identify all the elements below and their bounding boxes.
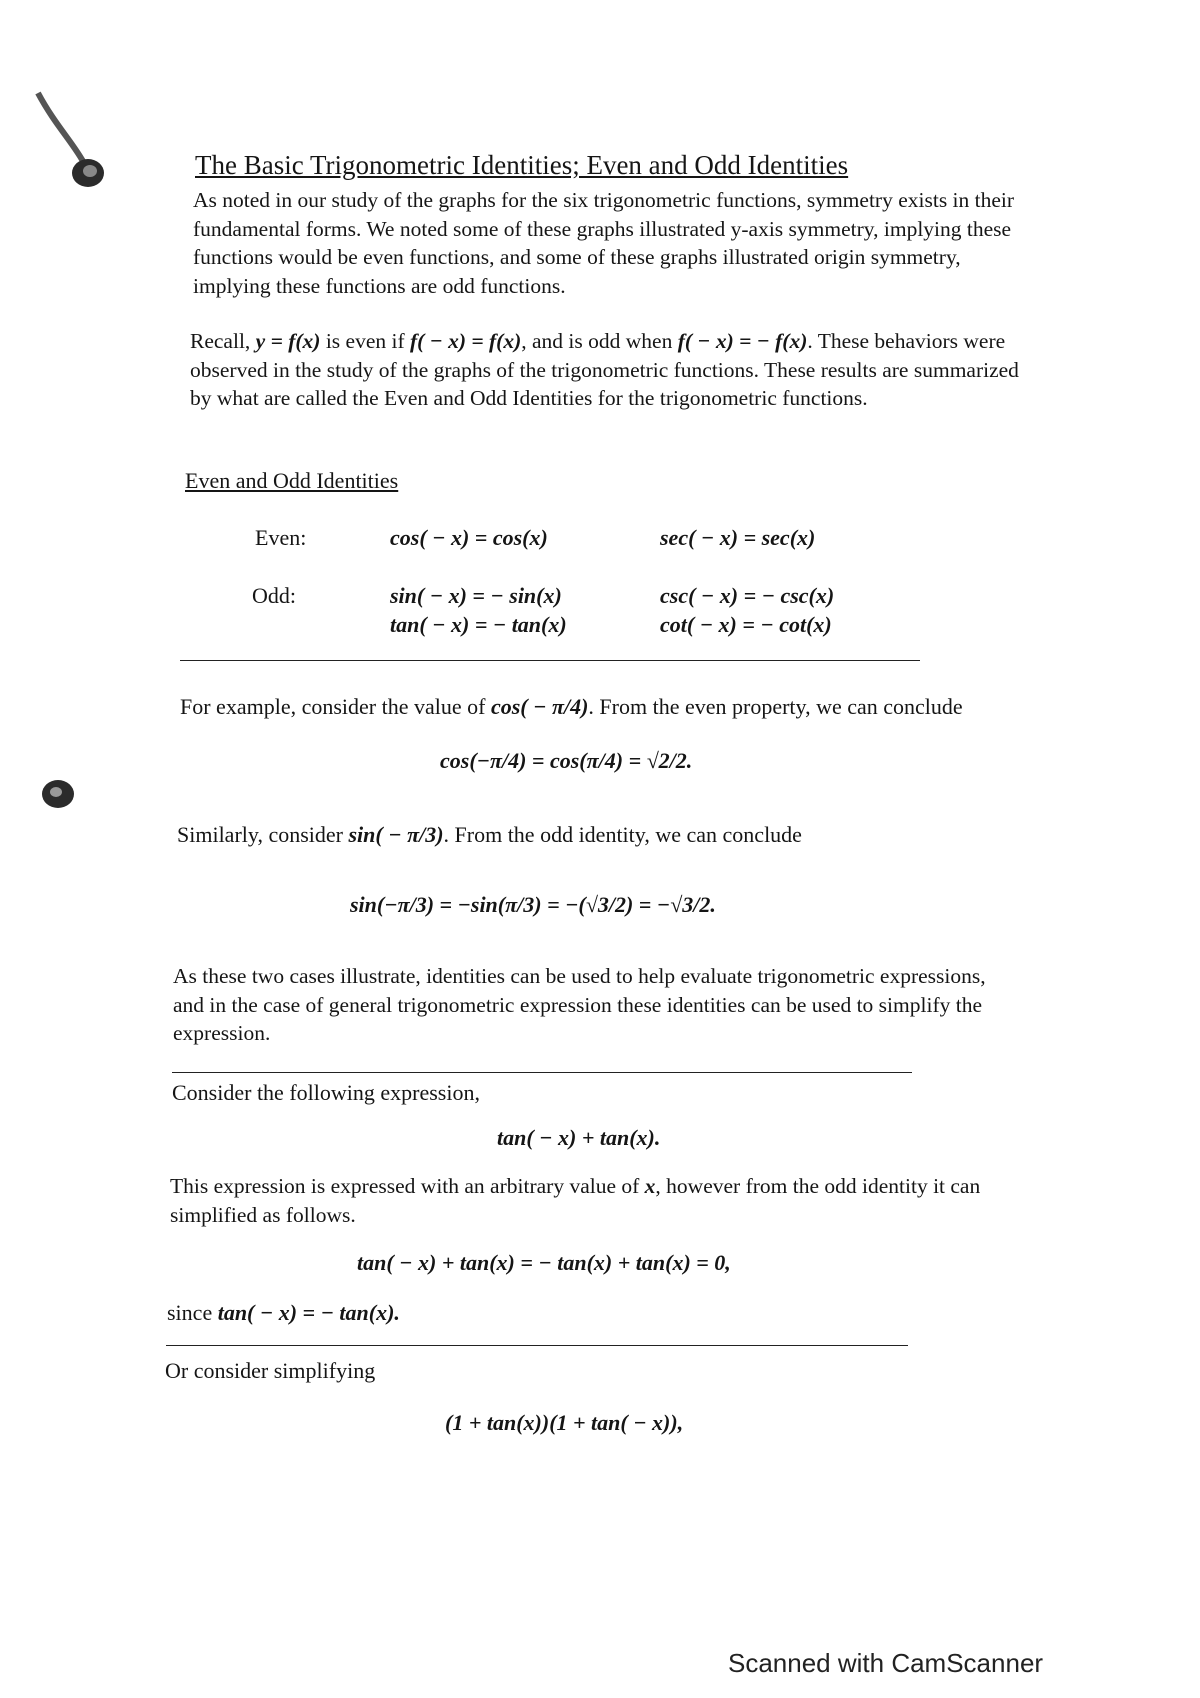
even-label: Even: — [255, 525, 307, 550]
scanner-watermark: Scanned with CamScanner — [728, 1648, 1044, 1678]
example3-text-2: , however from the odd identity it can simplified as follows. — [170, 1174, 981, 1227]
binder-ring-top-icon — [30, 85, 110, 195]
example1-display — [440, 748, 692, 774]
example4-intro: Or consider simplifying — [165, 1358, 376, 1383]
example4-expression: (1 + tan(x))(1 + tan( − x)), — [445, 1410, 684, 1435]
example2-math: sin( − π/3) — [348, 822, 444, 847]
even-identity-sec: sec( − x) = sec(x) — [660, 525, 816, 550]
example2-display — [350, 892, 716, 918]
intro-paragraph: As noted in our study of the graphs for the six trigonometric functions, symmetry exists in their fundamental forms. We noted some of these graphs illustrated y-axis symmetry, implying these functions would be even functions, and some of these graphs illustrated origin symmetry, implying these functions are odd functions. — [193, 188, 1015, 298]
recall-text-1: Recall, — [190, 329, 256, 353]
example3-since-math: tan( − x) = − tan(x). — [217, 1300, 400, 1325]
odd-identity-tan: tan( − x) = − tan(x) — [390, 612, 567, 637]
example3-expression: tan( − x) + tan(x). — [497, 1125, 661, 1150]
example1-display-eq: cos(−π/4) = cos(π/4) = √2/2. — [440, 748, 693, 773]
example3-paragraph — [170, 1172, 1010, 1229]
example2-text-2: . From the odd identity, we can conclude — [443, 822, 802, 847]
example3-math: x — [644, 1174, 656, 1198]
recall-paragraph — [190, 327, 1020, 413]
divider-2 — [172, 1072, 912, 1073]
recall-math-2: f( − x) = f(x) — [410, 329, 522, 353]
example3-since-text: since — [167, 1300, 218, 1325]
binder-ring-middle-icon — [30, 770, 90, 820]
identities-heading: Even and Odd Identities — [185, 468, 399, 493]
odd-identity-csc: csc( − x) = − csc(x) — [660, 583, 835, 608]
divider-3 — [166, 1345, 908, 1346]
example1-text-2: . From the even property, we can conclude — [588, 694, 963, 719]
odd-label: Odd: — [252, 583, 296, 608]
recall-math-1: y = f(x) — [255, 329, 321, 353]
example2-text-1: Similarly, consider — [177, 822, 349, 847]
example3-text-1: This expression is expressed with an arbitrary value of — [170, 1174, 645, 1198]
example1-text-1: For example, consider the value of — [180, 694, 491, 719]
recall-text-2: is even if — [320, 329, 411, 353]
even-identity-cos: cos( − x) = cos(x) — [390, 525, 548, 550]
recall-text-3: , and is odd when — [521, 329, 678, 353]
example1-math: cos( − π/4) — [490, 694, 589, 719]
example3-display: tan( − x) + tan(x) = − tan(x) + tan(x) = 0, — [357, 1250, 731, 1275]
example3-intro: Consider the following expression, — [172, 1080, 480, 1105]
recall-math-3: f( − x) = − f(x) — [677, 329, 808, 353]
example3-since — [167, 1300, 400, 1326]
odd-identity-cot: cot( − x) = − cot(x) — [660, 612, 832, 637]
example2-display-eq: sin(−π/3) = −sin(π/3) = −(√3/2) = −√3/2. — [350, 892, 716, 917]
recall-text-4: . These behaviors were observed in the study of the graphs of the trigonometric functions. These results are summarized by what are called the Even and Odd Identities for the trigonometric functions. — [190, 329, 1019, 410]
summary-paragraph: As these two cases illustrate, identities can be used to help evaluate trigonometric expressions, and in the case of general trigonometric expression these identities can be used to simplify the expression. — [173, 964, 986, 1045]
example2-text — [177, 822, 802, 848]
example1-text — [180, 694, 963, 720]
divider-1 — [180, 660, 920, 661]
odd-identity-sin: sin( − x) = − sin(x) — [390, 583, 562, 608]
page-title: The Basic Trigonometric Identities; Even and Odd Identities — [195, 150, 849, 180]
